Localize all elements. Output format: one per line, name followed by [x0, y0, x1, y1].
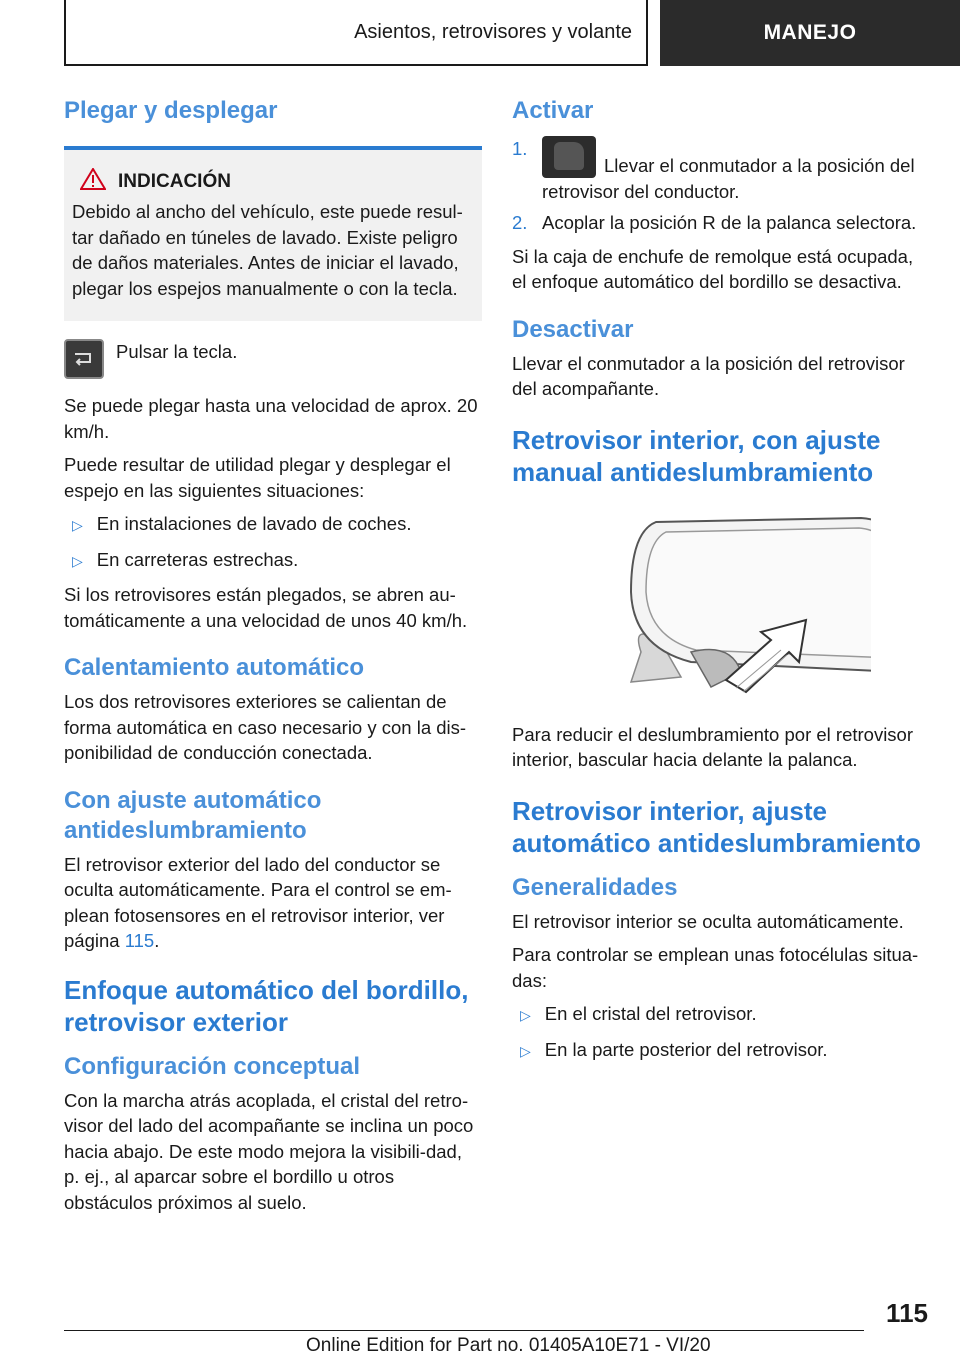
list-item: ▷ En carreteras estrechas. — [64, 547, 482, 575]
step-item: 1. Llevar el conmutador a la posición del retrovisor del conductor. — [512, 138, 915, 202]
steps-list — [512, 136, 930, 236]
triangle-bullet-icon: ▷ — [72, 552, 83, 569]
curb-title: Enfoque automático del bordillo, retrovisor exterior — [64, 974, 469, 1037]
notice-text: Debido al ancho del vehículo, este puede resul-tar dañado en túneles de lavado. Existe peligro de daños materiales. Antes de iniciar el lavado, plegar los espejos manualmente o con la tecla. — [72, 201, 463, 299]
press-key-text: Pulsar la tecla. — [116, 341, 238, 362]
chapter-tab[interactable]: MANEJO — [660, 0, 960, 66]
left-column — [64, 96, 482, 1223]
manual-title: Retrovisor interior, con ajuste manual antideslumbramiento — [512, 424, 881, 487]
notice-header — [72, 168, 472, 195]
list-item: ▷ En el cristal del retrovisor. — [512, 1001, 930, 1029]
mirror-switch-icon — [542, 136, 596, 178]
general-text-2: Para controlar se emplean unas fotocélulas situa-das: — [512, 944, 919, 991]
speed-text: Se puede plegar hasta una velocidad de aprox. 20 km/h. — [64, 395, 478, 442]
list-item: ▷ En instalaciones de lavado de coches. — [64, 511, 482, 539]
step-item: 2. Acoplar la posición R de la palanca selectora. — [512, 212, 917, 233]
mirror-fold-button-icon — [64, 339, 104, 379]
auto-open-text: Si los retrovisores están plegados, se abren au-tomáticamente a una velocidad de unos 40 km/h. — [64, 584, 468, 631]
triangle-bullet-icon: ▷ — [520, 1042, 531, 1059]
page-header — [64, 0, 960, 66]
page-link[interactable]: 115 — [124, 930, 155, 951]
antidazzle-title: Con ajuste automático antideslumbramiento — [64, 786, 322, 844]
concept-text: Con la marcha atrás acoplada, el cristal del retro-visor del lado del acompañante se inclina un poco hacia abajo. De este modo mejora la visibili-dad, p. ej., al aparcar sobre el bordillo u otros obstáculos próximos al suelo. — [64, 1089, 474, 1213]
trailer-text: Si la caja de enchufe de remolque está ocupada, el enfoque automático del bordillo se desactiva. — [512, 245, 914, 292]
notice-title: INDICACIÓN — [118, 170, 231, 192]
manual-text: Para reducir el deslumbramiento por el retrovisor interior, bascular hacia delante la palanca. — [512, 723, 914, 770]
fold-title: Plegar y desplegar — [64, 97, 278, 124]
triangle-bullet-icon: ▷ — [520, 1007, 531, 1023]
deactivate-title: Desactivar — [512, 315, 634, 343]
notice-box — [64, 146, 482, 321]
deactivate-text: Llevar el conmutador a la posición del retrovisor del acompañante. — [512, 352, 905, 399]
antidazzle-text: El retrovisor exterior del lado del conductor se oculta automáticamente. Para el control se em-plean fotosensores en el retrovisor interior, ver página 115. — [64, 853, 452, 951]
concept-title: Configuración conceptual — [64, 1052, 361, 1080]
auto-title: Retrovisor interior, ajuste automático antideslumbramiento — [512, 795, 921, 858]
general-text-1: El retrovisor interior se oculta automáticamente. — [512, 910, 904, 932]
section-title: Asientos, retrovisores y volante — [64, 0, 648, 66]
heating-text: Los dos retrovisores exteriores se calientan de forma automática en caso necesario y con la dis-ponibilidad de conducción conectada. — [64, 691, 467, 763]
activate-title: Activar — [512, 97, 594, 124]
triangle-bullet-icon: ▷ — [72, 517, 83, 533]
footer-divider — [64, 1330, 864, 1331]
heating-title: Calentamiento automático — [64, 654, 365, 681]
warning-icon — [80, 168, 106, 195]
page-number: 115 — [886, 1298, 928, 1328]
edition-text: Online Edition for Part no. 01405A10E71 - VI/20 — [306, 1335, 711, 1356]
right-column — [512, 96, 930, 1072]
mirror-illustration — [512, 502, 930, 702]
useful-text: Puede resultar de utilidad plegar y desplegar el espejo en las siguientes situaciones: — [64, 454, 451, 501]
fold-key-row — [64, 339, 482, 379]
list-item: ▷ En la parte posterior del retrovisor. — [512, 1037, 930, 1065]
general-title: Generalidades — [512, 873, 678, 901]
